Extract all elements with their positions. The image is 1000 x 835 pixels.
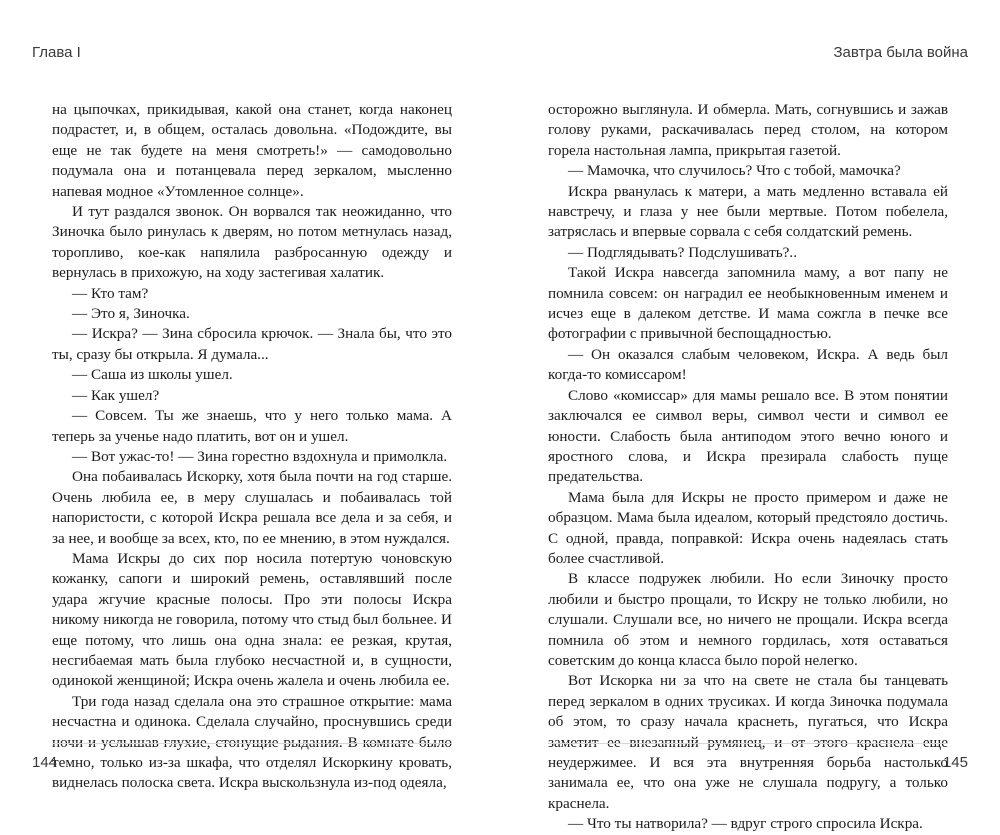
dialogue-line: — Совсем. Ты же знаешь, что у него только мама. А теперь за ученье надо платить, вот он и ушел. xyxy=(52,407,452,445)
paragraph: Мама была для Искры не просто примером и даже не образцом. Мама была идеалом, который предстояло достичь. С одной, правда, поправкой: Искра очень надеялась стать более счастливой. xyxy=(548,488,948,567)
dialogue-line: — Мамочка, что случилось? Что с тобой, мамочка? xyxy=(568,162,901,180)
dialogue-line: — Вот ужас-то! — Зина горестно вздохнула и примолкла. xyxy=(72,447,448,465)
paragraph: Три года назад сделала она это страшное открытие: мама несчастна и одинока. Сделала случайно, проснувшись среди ночи и услышав глухие, стонущие рыдания. В комнате было темно, только из-за шкафа, что отделял Искоркину кровать, виднелась полоска света. Искра выскользнула из-под одеяла, xyxy=(52,692,452,792)
paragraph: Мама Искры до сих пор носила потертую чоновскую кожанку, сапоги и широкий ремень, оставлявший после удара жгучие красные полосы. Про эти полосы Искра никому никогда не говорила, потому что стыд был больнее. И еще потому, что лишь она одна знала: ее резкая, крутая, несгибаемая мать была глубоко несчастной и, в сущности, одинокой женщиной; Искра очень жалела и очень любила ее. xyxy=(52,549,452,690)
paragraph: Искра рванулась к матери, а мать медленно вставала ей навстречу, и глаза у нее были мертвые. Потом побелела, затряслась и впервые сорвала с себя солдатский ремень. xyxy=(548,182,948,241)
left-page xyxy=(32,0,452,800)
paragraph: В классе подружек любили. Но если Зиночку просто любили и быстро прощали, то Искру не только любили, но слушали. Слушали все, но ничего не прощали. Искра всегда помнила об этом и немного гордилась, хотя оставаться советским до конца класса было порой нелегко. xyxy=(548,570,948,669)
chapter-title: Глава I xyxy=(32,44,81,61)
paragraph: И тут раздался звонок. Он ворвался так неожиданно, что Зиночка было ринулась к дверям, но потом метнулась назад, торопливо, кое-как напялила разбросанную одежду и вернулась в прихожую, на ходу застегивая халатик. xyxy=(52,203,452,282)
right-page-text xyxy=(548,100,948,835)
book-title: Завтра была война xyxy=(833,44,968,61)
right-running-header xyxy=(548,44,968,72)
right-page xyxy=(548,0,968,833)
footer-divider xyxy=(548,743,948,744)
dialogue-line: — Подглядывать? Подслушивать?.. xyxy=(568,243,798,261)
dialogue-line: — Это я, Зиночка. xyxy=(72,305,190,323)
dialogue-line: — Как ушел? xyxy=(72,386,160,404)
page-number: 145 xyxy=(942,754,968,771)
paragraph: Вот Искорка ни за что на свете не стала бы танцевать перед зеркалом в одних трусиках. И когда Зиночка подумала об этом, то сразу начала краснеть, пугаться, что Искра заметит ее внезапный румянец, и от этого краснела еще неудержимее. И вся эта внутренняя борьба настолько занимала ее, что она уже не слушала подругу, а только краснела. xyxy=(548,672,948,812)
paragraph: осторожно выглянула. И обмерла. Мать, согнувшись и зажав голову руками, раскачивалась перед столом, на котором горела настольная лампа, прикрытая газетой. xyxy=(548,101,948,159)
dialogue-line: — Кто там? xyxy=(72,284,149,302)
left-running-header xyxy=(32,44,452,72)
paragraph: Слово «комиссар» для мамы решало все. В этом понятии заключался ее символ веры, символ чести и символ ее юности. Слабость была антиподом этого вечно юного и яростного слова, и Искра презирала слабость пуще предательства. xyxy=(548,386,948,486)
dialogue-line: — Что ты натворила? — вдруг строго спросила Искра. xyxy=(568,815,923,833)
left-page-text xyxy=(52,100,452,794)
dialogue-line: — Саша из школы ушел. xyxy=(72,366,233,384)
dialogue-line: — Искра? — Зина сбросила крючок. — Знала бы, что это ты, сразу бы открыла. Я думала... xyxy=(52,325,452,363)
dialogue-line: — Он оказался слабым человеком, Искра. А ведь был когда-то комиссаром! xyxy=(548,345,948,384)
paragraph: Такой Искра навсегда запомнила маму, а вот папу не помнила совсем: он наградил ее необыкновенным именем и исчез еще в далеком детстве. И мама сожгла в печке все фотографии с привычной беспощадностью. xyxy=(548,264,948,343)
paragraph: на цыпочках, прикидывая, какой она станет, когда наконец подрастет, и, в общем, осталась довольна. «Подождите, вы еще не так будете на меня смотреть!» — самодовольно подумала она и потанцевала перед зеркалом, мысленно напевая модное «Утомленное солнце». xyxy=(52,101,452,200)
footer-divider xyxy=(52,743,452,744)
page-number: 144 xyxy=(32,754,58,771)
paragraph: Она побаивалась Искорку, хотя была почти на год старше. Очень любила ее, в меру слушалась и побаивалась той напористости, с которой Искра решала все дела и за себя, и за нее, и вообще за всех, кто, по ее мнению, в этом нуждался. xyxy=(52,468,452,547)
